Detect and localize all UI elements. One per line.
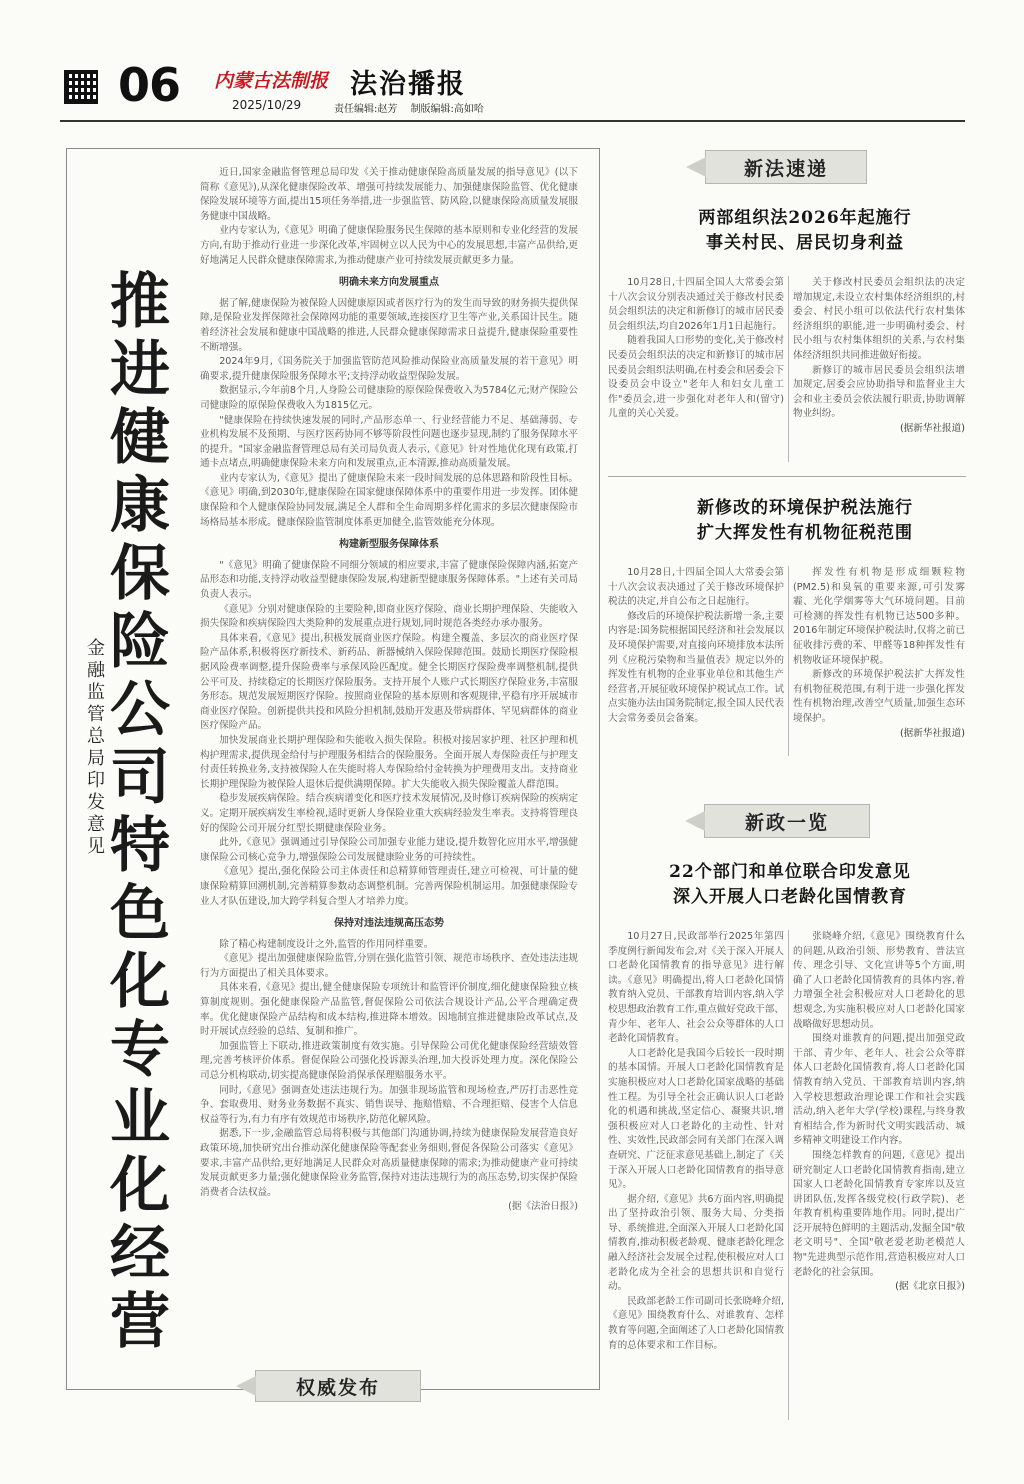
organic-laws-col-1 [608, 276, 784, 468]
title-line: 事关村民、居民切身利益 [706, 233, 904, 253]
env-tax-col-2 [793, 566, 965, 778]
source-credit: (据新华社报道) [899, 422, 965, 434]
body-paragraph: 随着我国人口形势的变化,关于修改村民委员会组织法的决定和新修订的城市居民委员会组织法明确,在村委会和居委会下设委员会中设立"老年人和妇女儿童工作"委员会,进一步强化对老年人和(留守)儿童的关心关爱。 [608, 335, 784, 420]
body-paragraph: 10月28日,十四届全国人大常委会第十八次会议表决通过了关于修改环境保护税法的决定,并自公布之日起施行。 [608, 567, 784, 608]
column-divider [788, 276, 789, 462]
source-credit: (据新华社报道) [899, 727, 965, 739]
qr-code-icon [64, 70, 98, 104]
body-paragraph: 加强监管上下联动,推进政策制度有效实施。引导保险公司优化健康保险经营绩效管理,完善考核评价体系。督促保险公司强化投诉源头治理,加大投诉处理力度。深化保险公司总分机构联动,切实提高健康保险消保承保理赔服务水平。 [200, 1040, 578, 1082]
title-line: 22个部门和单位联合印发意见 [669, 862, 911, 882]
body-paragraph: 挥发性有机物是形成细颗粒物(PM2.5)和臭氧的重要来源,可引发雾霾、光化学烟雾等大气环境问题。目前可检测的挥发性有机物已达500多种。2016年制定环境保护税法时,仅将之前已征收排污费的苯、甲醛等18种挥发性有机物收证环境保护税。 [793, 567, 965, 666]
section-heading: 保持对违法违规高压态势 [334, 918, 444, 930]
body-paragraph: 据介绍,《意见》共6方面内容,明确提出了坚持政治引领、服务大局、分类指导、系统推进,全面深入开展人口老龄化国情教育,推动积极老龄观、健康老龄化理念融入经济社会发展全过程,使积极应对人口老龄化成为全社会的思想共识和自觉行动。 [608, 1193, 784, 1293]
article-title-env-tax [640, 496, 970, 546]
intro-paragraph: 业内专家认为,《意见》明确了健康保险服务民生保障的基本原则和专业化经营的发展方向,有助于推动行业进一步深化改革,牢固树立以人民为中心的发展思想,丰富产品供给,更好地满足人民群众健康保障需求,为推动健康产业可持续发展贡献更多力量。 [200, 225, 578, 266]
body-paragraph: 数据显示,今年前8个月,人身险公司健康险的原保险保费收入为5784亿元;财产保险公司健康险的原保险保费收入为1815亿元。 [200, 385, 578, 411]
issue-date: 2025/10/29 [232, 98, 302, 112]
aging-education-col-2 [793, 930, 965, 1430]
article-title-organic-laws [640, 206, 970, 256]
body-paragraph: 张晓峰介绍,《意见》围绕教育什么的问题,从政治引领、形势教育、普法宣传、理念引导、文化宣讲等5个方面,明确了人口老龄化国情教育的具体内容,着力增强全社会积极应对人口老龄化的思想观念,为实施积极应对人口老龄化国家战略做好思想动员。 [793, 931, 965, 1030]
left-article-subtitle: 金融监管总局印发意见 [87, 638, 105, 857]
section-title: 法治播报 [350, 69, 466, 100]
body-paragraph: 《意见》分别对健康保险的主要险种,即商业医疗保险、商业长期护理保险、失能收入损失保险和疾病保险四大类险种的发展重点进行规划,同时规范各类经办承办服务。 [200, 603, 578, 630]
aging-education-col-1 [608, 930, 784, 1430]
body-paragraph: 新修改的环境保护税法扩大挥发性有机物征税范围,有利于进一步强化挥发性有机物治理,改善空气质量,加强生态环境保护。 [793, 669, 965, 724]
body-paragraph: 2024年9月,《国务院关于加强监管防范风险推动保险业高质量发展的若干意见》明确要求,提升健康保险服务保障水平;支持浮动收益型保险发展。 [200, 356, 578, 382]
left-article-body [200, 166, 578, 1376]
body-paragraph: "《意见》明确了健康保险不同细分领域的相应要求,丰富了健康保险保障内涵,拓宽产品形态和功能,支持浮动收益型健康保险发展,构建新型健康服务保障体系。"上述有关司局负责人表示。 [200, 559, 578, 601]
body-paragraph: 据了解,健康保险为被保险人因健康原因或者医疗行为的发生而导致的财务损失提供保障,是保险业发挥保障社会保障网功能的重要领域,连接医疗卫生等产业,关系国计民生。随着经济社会发展和健康中国战略的推进,人民群众健康保障需求日益提升,健康保险重要性不断增强。 [200, 297, 578, 353]
body-paragraph: "健康保险在持续快速发展的同时,产品形态单一、行业经营能力不足、基础薄弱、专业机构发展不及预期、与医疗医药协同不够等阶段性问题也逐步显现,制约了服务保障水平的提升。"国家金融监督管理总局有关司局负责人表示,《意见》针对性地优化现有政策,打通卡点堵点,明确健康保险未来方向和发展重点,正本清源,推动高质量发展。 [200, 414, 578, 470]
intro-paragraph: 近日,国家金融监督管理总局印发《关于推动健康保险高质量发展的指导意见》(以下简称《意见》),从深化健康保险改革、增强可持续发展能力、加强健康保险监管、优化健康保险发展环境等方面,提出15项任务举措,进一步强监管、防风险,以健康保险高质量发展服务健康中国战略。 [200, 167, 578, 222]
body-paragraph: 修改后的环境保护税法新增一条,主要内容是:国务院根据国民经济和社会发展以及环境保护需要,对直接向环境排放本法所列《应税污染物和当量值表》规定以外的挥发性有机物的企业事业单位和其他生产经营者,开展征收环境保护税试点工作。试点实施办法由国务院制定,报全国人民代表大会常务委员会备案。 [608, 610, 784, 724]
newspaper-logo: 内蒙古法制报 [214, 70, 329, 92]
body-paragraph: 具体来看,《意见》提出,积极发展商业医疗保险。构建全覆盖、多层次的商业医疗保险产品体系,积极将医疗新技术、新药品、新器械纳入保险保障范围。鼓励长期医疗保险根据风险费率调整,提升保险费率与承保风险匹配度。健全长期医疗保险费率调整机制,提供公平可及、持续稳定的长期医疗保险服务。支持开展个人账户式长期医疗保险业务,丰富服务形态。规范发展短期医疗保险。按照商业保险的基本原则和客观规律,平稳有序开展城市商业医疗保险。创新提供共投和风险分担机制,鼓励开发惠及带病群体、罕见病群体的商业医疗保险产品。 [200, 632, 578, 732]
body-paragraph: 加快发展商业长期护理保险和失能收入损失保险。积极对接居家护理、社区护理和机构护理需求,提供现金给付与护理服务相结合的保险服务。全面开展人寿保险责任与护理支付责任转换业务,支持被保险人在失能时将人寿保险给付金转换为护理费用支出。支持商业长期护理保险为被保险人退休后提供满期保障。扩大失能收入损失保险覆盖人群范围。 [200, 734, 578, 790]
body-paragraph: 同时,《意见》强调查处违法违规行为。加强非现场监管和现场检查,严厉打击恶性竞争、套取费用、财务业务数据不真实、销售误导、拖赔惜赔、不合理拒赔、侵害个人信息权益等行为,有力有序有效规范市场秩序,防范化解风险。 [200, 1084, 578, 1125]
column-divider [788, 930, 789, 1420]
body-paragraph: 业内专家认为,《意见》提出了健康保险未来一段时间发展的总体思路和阶段性目标。《意见》明确,到2030年,健康保险在国家健康保障体系中的重要作用进一步发挥。团体健康保险和个人健康保险协同发展,满足全人群和全生命周期多样化需求的多层次健康保险市场格局基本形成。健康保险监管制度体系更加健全,监管效能充分体现。 [200, 472, 578, 528]
body-paragraph: 《意见》提出,强化保险公司主体责任和总精算师管理责任,建立可检视、可计量的健康保险精算回溯机制,完善精算参数动态调整机制。完善两保险机制运用。加强健康保险专业人才队伍建设,加大跨学科复合型人才培养力度。 [200, 866, 578, 907]
body-paragraph: 民政部老龄工作司副司长张晓峰介绍,《意见》围绕教育什么、对谁教育、怎样教育等问题,全面阐述了人口老龄化国情教育的总体要求和工作目标。 [608, 1295, 784, 1351]
designer-label: 制版编辑:高如哈 [410, 104, 484, 115]
tag-authoritative-release: 权威发布 [255, 1370, 421, 1402]
title-line: 扩大挥发性有机物征税范围 [697, 523, 913, 543]
section-heading: 构建新型服务保障体系 [339, 539, 439, 551]
tag-new-policies: 新政一览 [704, 804, 870, 838]
body-paragraph: 10月28日,十四届全国人大常委会第十八次会议分别表决通过关于修改村民委员会组织法的决定和新修订的城市居民委员会组织法,均自2026年1月1日起施行。 [608, 277, 784, 332]
body-paragraph: 此外,《意见》强调通过引导保险公司加强专业能力建设,提升数智化应用水平,增强健康保险公司核心竞争力,增强保险公司发展健康险业务的可持续性。 [200, 837, 578, 863]
title-line: 深入开展人口老龄化国情教育 [673, 887, 907, 907]
masthead-rule [60, 120, 965, 122]
editor-label: 责任编辑:赵芳 [334, 104, 398, 115]
body-paragraph: 10月27日,民政部举行2025年第四季度例行新闻发布会,对《关于深入开展人口老龄化国情教育的指导意见》进行解读。《意见》明确提出,将人口老龄化国情教育纳入党员、干部教育培训内容,纳入学校思想政治教育工作,重点做好党政干部、青少年、老年人、社会公众等群体的人口老龄化国情教育。 [608, 931, 784, 1045]
body-paragraph: 据悉,下一步,金融监管总局将积极与其他部门沟通协调,持续为健康保险发展营造良好政策环境,加快研究出台推动深化健康保险等配套业务细则,督促各保险公司落实《意见》要求,丰富产品供给,更好地满足人民群众对高质量健康保障的需求;为推动健康产业可持续发展贡献更多力量;强化健康保险业务监管,保持对违法违规行为的高压态势,切实保护保险消费者合法权益。 [200, 1128, 578, 1198]
source-credit: (据《北京日报》) [895, 1281, 965, 1293]
article-title-aging-education [620, 860, 960, 910]
title-line: 新修改的环境保护税法施行 [697, 498, 913, 518]
article-divider [608, 476, 966, 477]
body-paragraph: 《意见》提出加强健康保险监管,分别在强化监管引领、规范市场秩序、查处违法违规行为方面提出了相关具体要求。 [200, 953, 578, 979]
body-paragraph: 稳步发展疾病保险。结合疾病谱变化和医疗技术发展情况,及时修订疾病保险的疾病定义。定期开展疾病发生率检视,适时更新人身保险业重大疾病经验发生率表。支持将管理良好的保险公司开展分红型长期健康保险业务。 [200, 793, 578, 834]
column-divider [788, 566, 789, 756]
body-paragraph: 具体来看,《意见》提出,健全健康保险专项统计和监管评价制度,细化健康保险独立核算制度规则。强化健康保险产品监管,督促保险公司依法合规设计产品,公平合理确定费率。优化健康保险产品结构和成本结构,推进降本增效。因地制宜推进健康险改革试点,及时开展试点经验的总结、复制和推广。 [200, 982, 578, 1038]
section-heading: 明确未来方向发展重点 [339, 277, 439, 289]
body-paragraph: 新修订的城市居民委员会组织法增加规定,居委会应协助指导和监督业主大会和业主委员会依法履行职责,协助调解物业纠纷。 [793, 364, 965, 420]
source-credit: (据《法治日报》) [508, 1201, 578, 1213]
page-number: 06 [118, 58, 181, 112]
body-paragraph: 围绕对谁教育的问题,提出加强党政干部、青少年、老年人、社会公众等群体人口老龄化国情教育,将人口老龄化国情教育纳入党员、干部教育培训内容,纳入学校思想政治理论课工作和社会实践活动,纳入老年大学(学校)课程,与终身教育相结合,作为新时代文明实践活动、城乡精神文明建设工作内容。 [793, 1033, 965, 1147]
body-paragraph: 关于修改村民委员会组织法的决定增加规定,未设立农村集体经济组织的,村委会、村民小组可以依法代行农村集体经济组织的职能,进一步明确村委会、村民小组与农村集体组织的关系,与农村集体经济组织共同推进做好衔接。 [793, 277, 965, 361]
env-tax-col-1 [608, 566, 784, 778]
tag-new-laws: 新法速递 [705, 150, 867, 184]
body-paragraph: 围绕怎样教育的问题,《意见》提出研究制定人口老龄化国情教育指南,建立国家人口老龄化国情教育专家库以及宣讲团队伍,发挥各级党校(行政学院)、老年教育机构重要阵地作用。同时,提出广泛开展特色鲜明的主题活动,发掘全国"敬老文明号"、全国"敬老爱老助老模范人物"先进典型示范作用,营造积极应对人口老龄化的社会氛围。 [793, 1149, 965, 1278]
body-paragraph: 除了精心构建制度设计之外,监管的作用同样重要。 [219, 938, 434, 950]
organic-laws-col-2 [793, 276, 965, 462]
body-paragraph: 人口老龄化是我国今后较长一段时期的基本国情。开展人口老龄化国情教育是实施积极应对人口老龄化国家战略的基础性工程。为引导全社会正确认识人口老龄化的机遇和挑战,坚定信心、凝聚共识,增强积极应对人口老龄化的主动性、针对性、实效性,民政部会同有关部门在深入调查研究、广泛征求意见基础上,制定了《关于深入开展人口老龄化国情教育的指导意见》。 [608, 1047, 784, 1191]
left-article-title: 推进健康保险公司特色化专业化经营 [110, 267, 170, 1357]
title-line: 两部组织法2026年起施行 [698, 208, 912, 228]
editor-credits [334, 100, 494, 115]
